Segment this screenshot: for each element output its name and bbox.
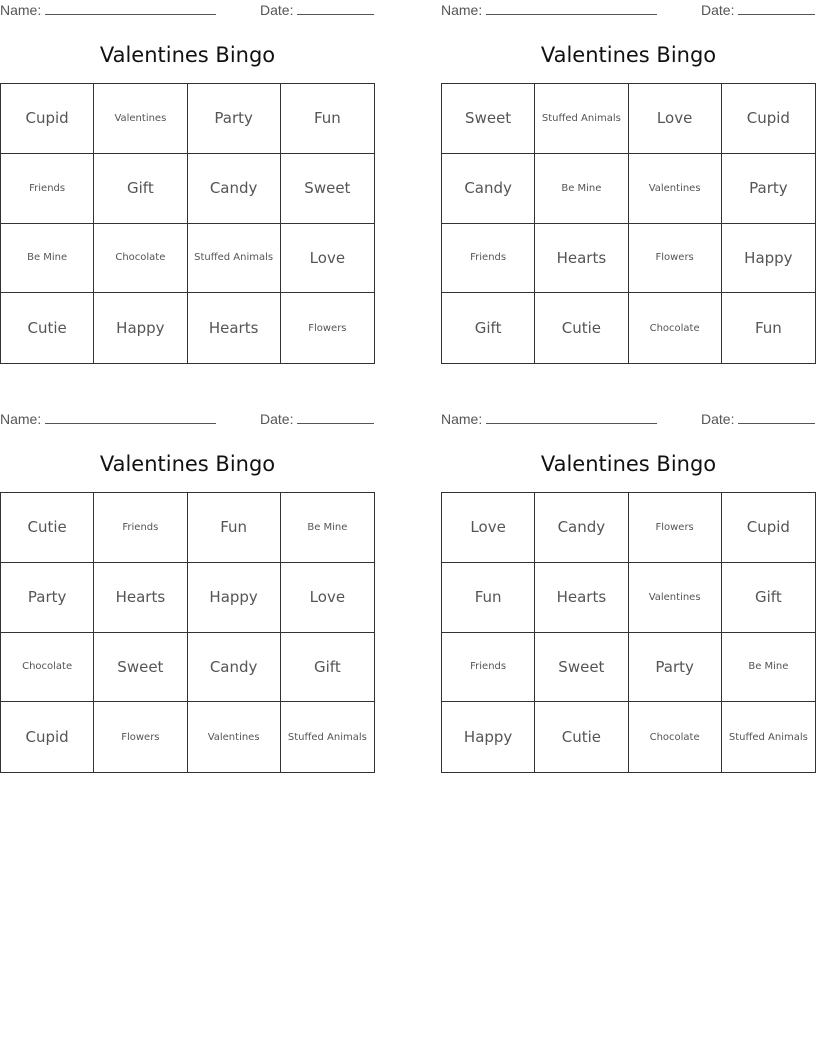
bingo-cell[interactable]: Love <box>629 84 722 154</box>
bingo-cell[interactable]: Stuffed Animals <box>728 731 808 743</box>
bingo-cell[interactable]: Valentines <box>188 702 281 772</box>
bingo-cell[interactable]: Cutie <box>535 702 628 772</box>
date-field[interactable] <box>701 411 815 427</box>
bingo-cell[interactable]: Gift <box>94 154 187 224</box>
bingo-cell[interactable]: Friends <box>1 154 94 224</box>
bingo-cell[interactable]: Candy <box>188 154 281 224</box>
bingo-cell[interactable]: Fun <box>188 493 281 563</box>
name-field[interactable] <box>441 411 657 427</box>
bingo-cell[interactable]: Flowers <box>629 493 722 563</box>
date-label: Date: <box>701 411 735 427</box>
name-field[interactable] <box>0 411 216 427</box>
bingo-cell[interactable]: Flowers <box>308 322 347 334</box>
name-field[interactable] <box>441 2 657 18</box>
bingo-cell[interactable]: Happy <box>94 293 187 363</box>
bingo-card-3 <box>0 409 375 773</box>
bingo-cell[interactable]: Happy <box>722 224 815 294</box>
name-blank-line[interactable] <box>45 13 216 15</box>
bingo-cell[interactable]: Friends <box>94 493 187 563</box>
bingo-cell[interactable]: Happy <box>188 563 281 633</box>
bingo-card-1 <box>0 0 375 364</box>
bingo-cell[interactable]: Hearts <box>94 563 187 633</box>
name-label: Name: <box>441 2 483 18</box>
bingo-cell[interactable]: Party <box>1 563 94 633</box>
bingo-cell[interactable]: Be Mine <box>281 493 374 563</box>
bingo-cell[interactable]: Chocolate <box>1 633 94 703</box>
bingo-cell[interactable]: Candy <box>188 633 281 703</box>
bingo-cell[interactable]: Friends <box>442 224 535 294</box>
name-blank-line[interactable] <box>486 422 657 424</box>
bingo-cell[interactable]: Sweet <box>535 633 628 703</box>
name-field[interactable] <box>0 2 216 18</box>
bingo-cell[interactable]: Party <box>188 84 281 154</box>
name-label: Name: <box>0 2 42 18</box>
bingo-cell[interactable]: Valentines <box>629 154 722 224</box>
bingo-cell[interactable]: Candy <box>535 493 628 563</box>
card-title: Valentines Bingo <box>99 452 276 476</box>
date-blank-line[interactable] <box>738 422 815 424</box>
bingo-cell[interactable]: Gift <box>442 293 535 363</box>
name-label: Name: <box>441 411 483 427</box>
bingo-cell[interactable]: Sweet <box>281 154 374 224</box>
bingo-card-4 <box>441 409 816 773</box>
bingo-grid <box>0 492 375 773</box>
bingo-cell[interactable]: Cutie <box>535 293 628 363</box>
bingo-cell[interactable]: Gift <box>281 633 374 703</box>
bingo-cell[interactable]: Stuffed Animals <box>535 84 628 154</box>
date-field[interactable] <box>701 2 815 18</box>
date-blank-line[interactable] <box>297 422 374 424</box>
bingo-cell[interactable]: Chocolate <box>629 293 722 363</box>
bingo-cell[interactable]: Sweet <box>442 84 535 154</box>
bingo-cell[interactable]: Hearts <box>535 224 628 294</box>
bingo-cell[interactable]: Party <box>629 633 722 703</box>
bingo-cell[interactable]: Be Mine <box>722 633 815 703</box>
date-field[interactable] <box>260 411 374 427</box>
bingo-cell[interactable]: Cupid <box>1 702 94 772</box>
name-blank-line[interactable] <box>45 422 216 424</box>
bingo-cell[interactable]: Cupid <box>1 84 94 154</box>
bingo-cell[interactable]: Cupid <box>722 493 815 563</box>
bingo-cell[interactable]: Love <box>281 563 374 633</box>
bingo-grid <box>441 492 816 773</box>
bingo-cell[interactable]: Be Mine <box>535 154 628 224</box>
bingo-cell[interactable]: Cupid <box>722 84 815 154</box>
card-title: Valentines Bingo <box>540 43 717 67</box>
bingo-cell[interactable]: Chocolate <box>94 224 187 294</box>
bingo-grid <box>441 83 816 364</box>
bingo-cell[interactable]: Candy <box>442 154 535 224</box>
date-label: Date: <box>260 411 294 427</box>
card-title: Valentines Bingo <box>540 452 717 476</box>
bingo-cell[interactable]: Be Mine <box>1 224 94 294</box>
date-label: Date: <box>260 2 294 18</box>
bingo-cell[interactable]: Hearts <box>535 563 628 633</box>
bingo-cell[interactable]: Valentines <box>94 84 187 154</box>
bingo-cell[interactable]: Gift <box>722 563 815 633</box>
bingo-cell[interactable]: Stuffed Animals <box>188 224 281 294</box>
bingo-cell[interactable]: Fun <box>281 84 374 154</box>
name-label: Name: <box>0 411 42 427</box>
date-blank-line[interactable] <box>738 13 815 15</box>
date-blank-line[interactable] <box>297 13 374 15</box>
bingo-cell[interactable]: Love <box>442 493 535 563</box>
bingo-cell[interactable]: Cutie <box>1 293 94 363</box>
bingo-cell[interactable]: Fun <box>442 563 535 633</box>
card-title: Valentines Bingo <box>99 43 276 67</box>
bingo-cell[interactable]: Friends <box>442 633 535 703</box>
bingo-cell[interactable]: Happy <box>442 702 535 772</box>
bingo-cell[interactable]: Flowers <box>629 224 722 294</box>
date-label: Date: <box>701 2 735 18</box>
bingo-grid <box>0 83 375 364</box>
bingo-cell[interactable]: Fun <box>754 319 782 338</box>
bingo-cell[interactable]: Hearts <box>188 293 281 363</box>
bingo-cell[interactable]: Love <box>281 224 374 294</box>
name-blank-line[interactable] <box>486 13 657 15</box>
bingo-cell[interactable]: Party <box>722 154 815 224</box>
bingo-cell[interactable]: Stuffed Animals <box>287 731 367 743</box>
bingo-cell[interactable]: Flowers <box>94 702 187 772</box>
bingo-cell[interactable]: Valentines <box>629 563 722 633</box>
bingo-cell[interactable]: Cutie <box>1 493 94 563</box>
bingo-card-2 <box>441 0 816 364</box>
bingo-cell[interactable]: Chocolate <box>629 702 722 772</box>
bingo-cell[interactable]: Sweet <box>94 633 187 703</box>
date-field[interactable] <box>260 2 374 18</box>
